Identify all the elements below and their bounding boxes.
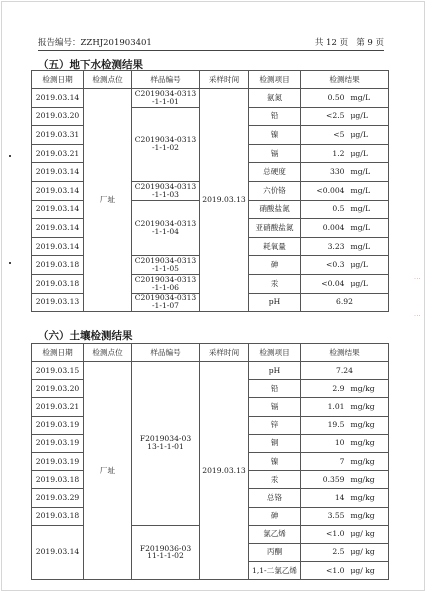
report-number-label: 报告编号： <box>38 38 81 48</box>
result-cell <box>301 380 389 398</box>
result-cell <box>301 434 389 452</box>
date-cell: 2019.03.14 <box>32 181 84 200</box>
result-cell <box>301 237 389 256</box>
result-unit: mg/kg <box>350 420 375 430</box>
result-value: <0.004 <box>316 185 345 195</box>
date-cell: 2019.03.18 <box>32 507 84 525</box>
result-cell <box>301 525 389 543</box>
result-cell <box>301 543 389 561</box>
item-cell: 六价铬 <box>249 181 301 200</box>
date-cell: 2019.03.14 <box>32 525 84 580</box>
date-cell: 2019.03.19 <box>32 452 84 470</box>
result-unit: mg/L <box>350 204 371 214</box>
date-cell: 2019.03.29 <box>32 489 84 507</box>
result-value: 1.01 <box>327 401 345 411</box>
date-cell: 2019.03.15 <box>32 362 84 380</box>
sample-id-cell: F2019036-03 11-1-1-02 <box>132 525 200 580</box>
result-value: <1.0 <box>326 565 345 575</box>
item-cell: 总铬 <box>249 489 301 507</box>
result-unit: μg/L <box>350 260 368 270</box>
section-title-soil: （六）土壤检测结果 <box>38 330 133 342</box>
col-header-location: 检测点位 <box>84 344 132 362</box>
result-cell: 7.24 <box>301 362 389 380</box>
item-cell: 氯乙烯 <box>249 525 301 543</box>
result-unit: mg/L <box>350 241 371 251</box>
result-cell <box>301 416 389 434</box>
total-pages: 共 12 页 <box>314 38 349 48</box>
col-header-date: 检测日期 <box>32 71 84 89</box>
col-header-date: 检测日期 <box>32 344 84 362</box>
current-page: 第 9 页 <box>356 38 384 48</box>
item-cell: 镉 <box>249 144 301 163</box>
date-cell: 2019.03.18 <box>32 274 84 293</box>
item-cell: 镍 <box>249 452 301 470</box>
page-counter <box>315 36 384 48</box>
result-value: 3.55 <box>327 511 345 521</box>
col-header-location: 检测点位 <box>84 71 132 89</box>
result-unit: mg/kg <box>350 401 375 411</box>
item-cell: 砷 <box>249 507 301 525</box>
location-cell: 厂址 <box>84 89 132 312</box>
result-unit: mg/L <box>350 167 371 177</box>
result-cell <box>301 489 389 507</box>
col-header-sample-time: 采样时间 <box>200 344 249 362</box>
sample-id-cell: C2019034-0313 -1-1-03 <box>132 181 200 200</box>
result-unit: mg/L <box>350 92 371 102</box>
result-cell <box>301 398 389 416</box>
sample-id-cell: C2019034-0313 -1-1-04 <box>132 200 200 256</box>
result-cell <box>301 256 389 275</box>
result-value: <2.5 <box>326 111 345 121</box>
result-unit: mg/kg <box>350 456 375 466</box>
item-cell: 氨氮 <box>249 89 301 108</box>
result-unit: μg/L <box>350 278 368 288</box>
sample-time-cell: 2019.03.13 <box>200 89 249 312</box>
result-value: 0.004 <box>322 222 345 232</box>
result-unit: mg/L <box>350 185 371 195</box>
result-cell <box>301 452 389 470</box>
item-cell: 汞 <box>249 471 301 489</box>
stamp-trace: ⋮ <box>413 312 421 319</box>
sample-time-cell: 2019.03.13 <box>200 362 249 580</box>
result-value: 14 <box>334 492 345 502</box>
date-cell: 2019.03.14 <box>32 163 84 182</box>
result-cell <box>301 163 389 182</box>
item-cell: 铅 <box>249 380 301 398</box>
sample-id-cell: C2019034-0313 -1-1-06 <box>132 274 200 293</box>
soil-table <box>31 343 389 580</box>
result-value: 3.23 <box>327 241 345 251</box>
item-cell: 镉 <box>249 398 301 416</box>
col-header-result: 检测结果 <box>301 344 389 362</box>
result-cell <box>301 507 389 525</box>
result-value: 7 <box>339 456 345 466</box>
result-cell <box>301 219 389 238</box>
table-row <box>32 89 389 108</box>
date-cell: 2019.03.21 <box>32 398 84 416</box>
result-unit: μg/ kg <box>350 547 375 557</box>
date-cell: 2019.03.14 <box>32 200 84 219</box>
date-cell: 2019.03.18 <box>32 256 84 275</box>
result-unit: mg/L <box>350 222 371 232</box>
result-value: <0.3 <box>326 260 345 270</box>
item-cell: 耗氧量 <box>249 237 301 256</box>
item-cell: 硝酸盐氮 <box>249 200 301 219</box>
date-cell: 2019.03.21 <box>32 144 84 163</box>
location-cell: 厂址 <box>84 362 132 580</box>
result-value: <1.0 <box>326 529 345 539</box>
date-cell: 2019.03.19 <box>32 434 84 452</box>
table-row <box>32 362 389 380</box>
col-header-sample-id: 样品编号 <box>132 71 200 89</box>
sample-id-cell: F2019034-03 13-1-1-01 <box>132 362 200 526</box>
result-cell <box>301 107 389 126</box>
sample-id-cell: C2019034-0313 -1-1-01 <box>132 89 200 108</box>
result-value: 10 <box>334 438 345 448</box>
result-unit: μg/L <box>350 111 368 121</box>
item-cell: 汞 <box>249 274 301 293</box>
result-value: 0.5 <box>332 204 345 214</box>
item-cell: 镍 <box>249 126 301 145</box>
result-value: 19.5 <box>327 420 345 430</box>
item-cell: 砷 <box>249 256 301 275</box>
sample-id-cell: C2019034-0313 -1-1-02 <box>132 107 200 181</box>
sample-id-cell: C2019034-0313 -1-1-07 <box>132 293 200 312</box>
result-value: 330 <box>330 167 345 177</box>
result-cell <box>301 126 389 145</box>
report-number-value: ZZHJ201903401 <box>80 38 152 48</box>
item-cell: 锌 <box>249 416 301 434</box>
result-value: 0.359 <box>322 474 345 484</box>
date-cell: 2019.03.18 <box>32 471 84 489</box>
page-header <box>38 36 384 48</box>
date-cell: 2019.03.31 <box>32 126 84 145</box>
result-value: 1.2 <box>332 148 345 158</box>
result-cell <box>301 200 389 219</box>
result-unit: μg/L <box>350 148 368 158</box>
result-unit: mg/kg <box>350 511 375 521</box>
result-unit: μg/ kg <box>350 529 375 539</box>
item-cell: 亚硝酸盐氮 <box>249 219 301 238</box>
result-cell <box>301 471 389 489</box>
header-rule <box>38 50 384 51</box>
result-unit: mg/kg <box>350 492 375 502</box>
item-cell: 铅 <box>249 107 301 126</box>
item-cell: pH <box>249 362 301 380</box>
margin-mark <box>9 262 11 264</box>
result-value: <0.04 <box>321 278 345 288</box>
date-cell: 2019.03.14 <box>32 237 84 256</box>
item-cell: pH <box>249 293 301 312</box>
groundwater-table <box>31 70 389 312</box>
date-cell: 2019.03.20 <box>32 380 84 398</box>
section-title-groundwater: （五）地下水检测结果 <box>38 59 143 71</box>
result-value: <5 <box>333 130 345 139</box>
result-value: 2.9 <box>332 383 345 393</box>
item-cell: 总硬度 <box>249 163 301 182</box>
item-cell: 丙酮 <box>249 543 301 561</box>
col-header-sample-time: 采样时间 <box>200 71 249 89</box>
item-cell: 铜 <box>249 434 301 452</box>
col-header-sample-id: 样品编号 <box>132 344 200 362</box>
margin-mark <box>9 155 11 157</box>
result-unit: μg/L <box>350 130 368 139</box>
col-header-item: 检测项目 <box>249 344 301 362</box>
date-cell: 2019.03.13 <box>32 293 84 312</box>
result-unit: mg/kg <box>350 438 375 448</box>
col-header-result: 检测结果 <box>301 71 389 89</box>
col-header-item: 检测项目 <box>249 71 301 89</box>
result-value: 2.5 <box>332 547 345 557</box>
item-cell: 1,1-二氯乙烯 <box>249 562 301 580</box>
result-cell <box>301 144 389 163</box>
result-cell: 6.92 <box>301 293 389 312</box>
result-cell <box>301 274 389 293</box>
date-cell: 2019.03.14 <box>32 89 84 108</box>
result-cell <box>301 89 389 108</box>
result-cell <box>301 562 389 580</box>
date-cell: 2019.03.20 <box>32 107 84 126</box>
date-cell: 2019.03.19 <box>32 416 84 434</box>
result-cell <box>301 181 389 200</box>
result-unit: μg/ kg <box>350 565 375 575</box>
report-number <box>38 36 152 48</box>
result-value: 0.50 <box>327 92 345 102</box>
sample-id-cell: C2019034-0313 -1-1-05 <box>132 256 200 275</box>
result-unit: mg/kg <box>350 383 375 393</box>
stamp-trace: ⋮ <box>413 275 421 282</box>
date-cell: 2019.03.14 <box>32 219 84 238</box>
result-unit: mg/kg <box>350 474 375 484</box>
